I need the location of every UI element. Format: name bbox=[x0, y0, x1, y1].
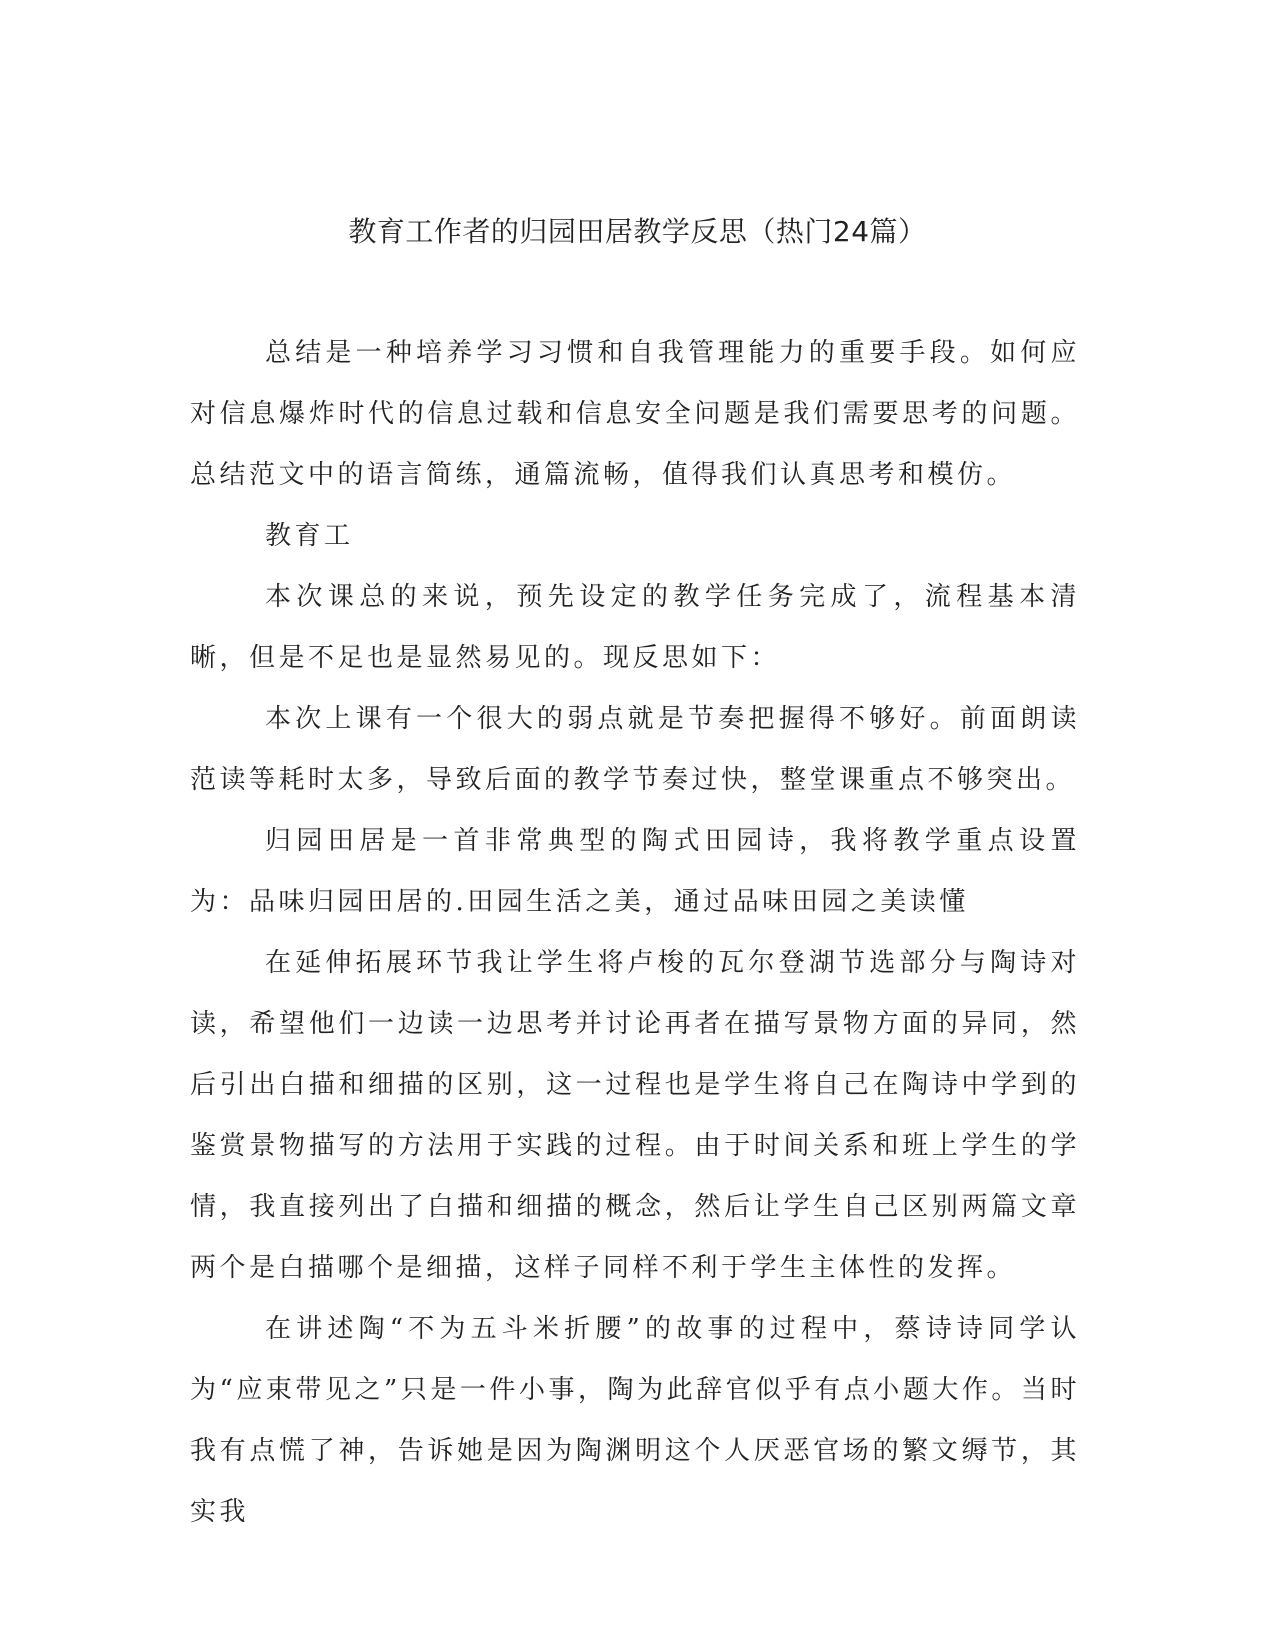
paragraph-heading-fragment: 教育工 bbox=[265, 521, 354, 551]
paragraph-intro: 总结是一种培养学习习惯和自我管理能力的重要手段。如何应对信息爆炸时代的信息过载和信息安全问题是我们需要思考的问题。总结范文中的语言简练，通篇流畅，值得我们认真思考和模仿。 bbox=[190, 338, 1080, 490]
paragraph-teaching-focus: 归园田居是一首非常典型的陶式田园诗，我将教学重点设置为：品味归园田居的.田园生活之美，通过品味田园之美读懂 bbox=[190, 826, 1080, 917]
document-body bbox=[190, 323, 1080, 1543]
paragraph-anecdote: 在讲述陶“不为五斗米折腰”的故事的过程中，蔡诗诗同学认为“应束带见之”只是一件小事，陶为此辞官似乎有点小题大作。当时我有点慌了神，告诉她是因为陶渊明这个人厌恶官场的繁文缛节，其实我 bbox=[190, 1314, 1080, 1527]
document-title: 教育工作者的归园田居教学反思（热门24篇） bbox=[348, 215, 927, 248]
paragraph-overview: 本次课总的来说，预先设定的教学任务完成了，流程基本清晰，但是不足也是显然易见的。现反思如下： bbox=[190, 582, 1080, 673]
paragraph-pacing: 本次上课有一个很大的弱点就是节奏把握得不够好。前面朗读范读等耗时太多，导致后面的教学节奏过快，整堂课重点不够突出。 bbox=[190, 704, 1080, 795]
paragraph-extension: 在延伸拓展环节我让学生将卢梭的瓦尔登湖节选部分与陶诗对读，希望他们一边读一边思考并讨论再者在描写景物方面的异同，然后引出白描和细描的区别，这一过程也是学生将自己在陶诗中学到的鉴赏景物描写的方法用于实践的过程。由于时间关系和班上学生的学情，我直接列出了白描和细描的概念，然后让学生自己区别两篇文章两个是白描哪个是细描，这样子同样不利于学生主体性的发挥。 bbox=[190, 948, 1080, 1283]
